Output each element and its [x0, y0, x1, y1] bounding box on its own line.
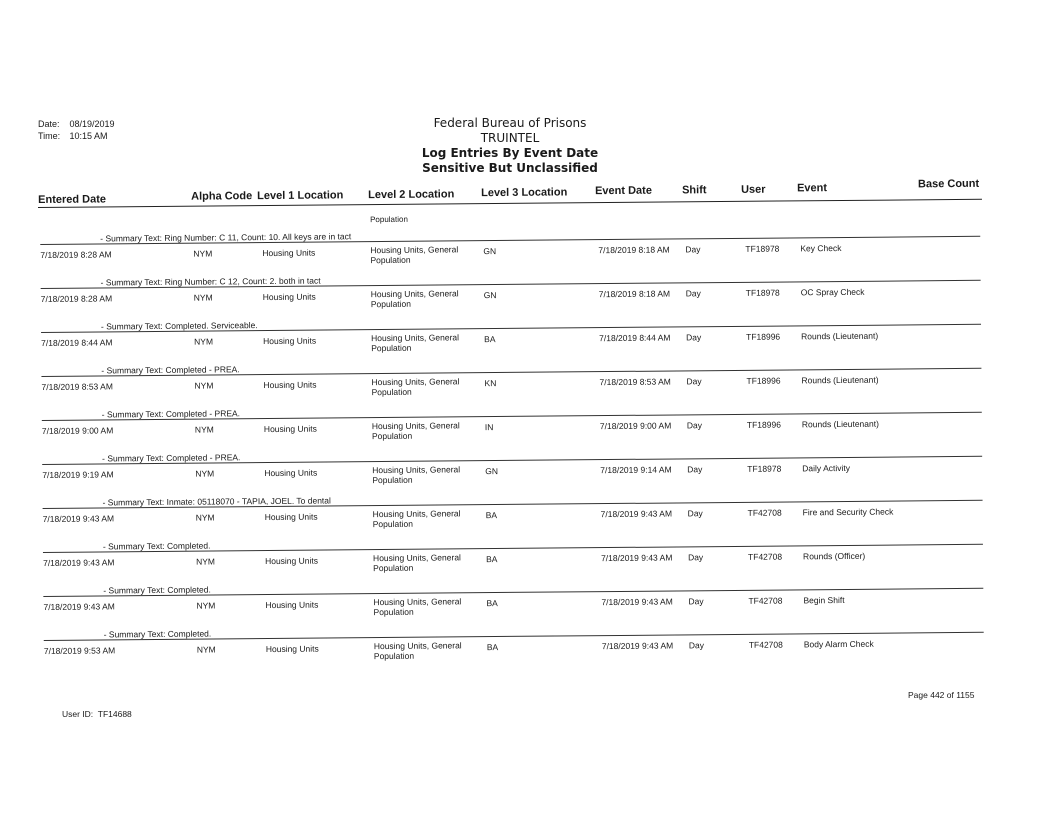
cell-level1: Housing Units: [262, 291, 316, 303]
cell-level2: Housing Units, General Population: [372, 552, 461, 574]
cell-user: TF42708: [748, 595, 783, 606]
col-base-count: Base Count: [917, 177, 980, 191]
cell-level3: GN: [485, 466, 499, 477]
col-level2: Level 2 Location: [368, 188, 455, 202]
cell-entered-date: 7/18/2019 9:43 AM: [42, 513, 115, 524]
cell-event: Daily Activity: [802, 462, 851, 474]
col-shift: Shift: [682, 184, 707, 197]
cell-entered-date: 7/18/2019 8:28 AM: [40, 249, 112, 260]
cell-alpha-code: NYM: [196, 644, 216, 655]
title-classification: Sensitive But Unclassified: [422, 161, 598, 175]
cell-shift: Day: [688, 640, 704, 651]
cell-event: Body Alarm Check: [803, 638, 874, 650]
cell-level3: KN: [484, 378, 497, 389]
cell-user: TF42708: [747, 507, 782, 518]
cell-entered-date: 7/18/2019 8:28 AM: [40, 293, 113, 304]
cell-level1: Housing Units: [264, 467, 318, 479]
cell-level2: Housing Units, General Population: [371, 332, 460, 354]
cell-level1: Housing Units: [263, 335, 317, 347]
cell-shift: Day: [685, 244, 701, 255]
cell-level1: Housing Units: [265, 599, 319, 611]
cell-event: Key Check: [800, 243, 842, 254]
cell-alpha-code: NYM: [193, 248, 213, 259]
title-system: TRUINTEL: [480, 131, 540, 145]
report-title: [400, 116, 620, 176]
cell-shift: Day: [686, 420, 703, 431]
cell-shift: Day: [686, 376, 702, 387]
cell-level1: Housing Units: [265, 555, 319, 567]
cell-user: TF18978: [745, 243, 780, 254]
cell-level1: Housing Units: [263, 423, 317, 435]
cell-level2: Housing Units, General Population: [372, 508, 461, 530]
cell-level3: BA: [486, 554, 498, 565]
summary-text: - Summary Text: Completed - PREA.: [102, 452, 241, 464]
cell-user: TF18978: [745, 287, 780, 298]
date-value: 08/19/2019: [69, 119, 115, 129]
cell-shift: Day: [685, 288, 701, 299]
cell-level1: Housing Units: [264, 511, 318, 523]
cell-event-date: 7/18/2019 8:18 AM: [598, 288, 671, 300]
summary-text: - Summary Text: Completed.: [103, 628, 212, 640]
date-label: Date:: [38, 119, 60, 129]
cell-level2: Housing Units, General Population: [372, 464, 461, 486]
summary-text: - Summary Text: Completed - PREA.: [101, 408, 241, 420]
cell-level2: Housing Units, General Population: [373, 596, 462, 618]
cell-event-date: 7/18/2019 9:43 AM: [601, 596, 673, 608]
cell-level3: BA: [484, 334, 496, 345]
user-id-value: TF14688: [97, 709, 132, 719]
cell-event: Begin Shift: [803, 594, 845, 606]
col-event-date: Event Date: [595, 184, 652, 198]
page-number: Page 442 of 1155: [908, 690, 975, 700]
cell-event: Rounds (Lieutenant): [801, 374, 879, 386]
cell-event: Rounds (Lieutenant): [801, 330, 879, 342]
cell-level2: Housing Units, General Population: [370, 288, 459, 310]
cell-event: Rounds (Lieutenant): [801, 418, 879, 430]
summary-text: - Summary Text: Completed - PREA.: [101, 364, 240, 376]
cell-event-date: 7/18/2019 9:43 AM: [601, 640, 674, 652]
summary-text: - Summary Text: Inmate: 05118070 - TAPIA, JOEL. To dental: [102, 495, 331, 508]
col-level3: Level 3 Location: [481, 186, 568, 200]
cell-event-date: 7/18/2019 8:44 AM: [599, 332, 671, 344]
time-value: 10:15 AM: [69, 131, 108, 141]
carryover-population: Population: [370, 214, 408, 225]
summary-text: - Summary Text: Completed. Serviceable.: [100, 320, 258, 332]
title-report-name: Log Entries By Event Date: [421, 146, 599, 160]
col-entered-date: Entered Date: [38, 193, 107, 206]
cell-user: TF42708: [748, 639, 783, 650]
col-level1: Level 1 Location: [257, 189, 344, 203]
cell-user: TF18978: [747, 463, 782, 474]
cell-shift: Day: [687, 464, 703, 475]
cell-shift: Day: [688, 596, 704, 607]
cell-level3: BA: [486, 598, 498, 609]
cell-level2: Housing Units, General Population: [373, 640, 462, 662]
cell-level1: Housing Units: [263, 379, 317, 391]
cell-event-date: 7/18/2019 9:14 AM: [600, 464, 672, 476]
user-id-label: User ID:: [62, 709, 94, 719]
cell-level3: BA: [485, 510, 498, 521]
table-row: [44, 622, 984, 674]
cell-event-date: 7/18/2019 8:53 AM: [599, 376, 671, 388]
summary-text: - Summary Text: Ring Number: C 12, Count: 2. both in tact: [100, 275, 321, 288]
report-time: [38, 130, 108, 142]
cell-shift: Day: [687, 508, 703, 519]
cell-level3: GN: [483, 290, 497, 301]
cell-level3: GN: [483, 246, 497, 257]
cell-event-date: 7/18/2019 9:00 AM: [599, 420, 672, 432]
cell-entered-date: 7/18/2019 8:44 AM: [41, 337, 113, 348]
cell-level1: Housing Units: [265, 643, 319, 655]
col-event: Event: [796, 182, 828, 195]
cell-user: TF18996: [746, 331, 781, 342]
footer-user-id: [62, 709, 132, 719]
time-label: Time:: [38, 131, 61, 141]
cell-event: OC Spray Check: [800, 286, 865, 298]
cell-shift: Day: [686, 332, 702, 343]
cell-user: TF42708: [747, 551, 783, 562]
cell-level2: Housing Units, General Population: [370, 244, 459, 266]
summary-text: - Summary Text: Completed.: [102, 540, 211, 552]
cell-event: Fire and Security Check: [802, 506, 894, 518]
cell-event-date: 7/18/2019 9:43 AM: [600, 552, 673, 564]
cell-entered-date: 7/18/2019 9:43 AM: [43, 601, 115, 612]
cell-alpha-code: NYM: [194, 380, 214, 391]
cell-entered-date: 7/18/2019 8:53 AM: [41, 381, 113, 392]
cell-level2: Housing Units, General Population: [371, 420, 460, 442]
cell-entered-date: 7/18/2019 9:19 AM: [42, 469, 114, 480]
report-date: [38, 118, 115, 130]
summary-text: - Summary Text: Completed.: [103, 584, 211, 596]
cell-event: Rounds (Officer): [802, 550, 866, 562]
cell-level3: BA: [486, 642, 499, 653]
cell-entered-date: 7/18/2019 9:43 AM: [43, 557, 115, 568]
col-alpha-code: Alpha Code: [191, 190, 253, 203]
cell-user: TF18996: [746, 375, 781, 386]
title-agency: Federal Bureau of Prisons: [433, 116, 587, 130]
col-user: User: [741, 183, 766, 196]
cell-event-date: 7/18/2019 9:43 AM: [600, 508, 673, 520]
cell-alpha-code: NYM: [195, 512, 215, 523]
cell-alpha-code: NYM: [196, 556, 215, 567]
cell-level3: IN: [484, 422, 494, 433]
summary-text: - Summary Text: Ring Number: C 11, Count: 10. All keys are in tact: [100, 231, 352, 244]
cell-entered-date: 7/18/2019 9:53 AM: [43, 645, 116, 656]
cell-shift: Day: [687, 552, 704, 563]
cell-alpha-code: NYM: [193, 292, 213, 303]
cell-alpha-code: NYM: [194, 424, 214, 435]
cell-alpha-code: NYM: [194, 336, 214, 347]
cell-alpha-code: NYM: [196, 600, 216, 611]
cell-event-date: 7/18/2019 8:18 AM: [598, 244, 670, 256]
cell-alpha-code: NYM: [195, 468, 215, 479]
cell-entered-date: 7/18/2019 9:00 AM: [41, 425, 114, 436]
cell-level2: Housing Units, General Population: [371, 376, 460, 398]
cell-level1: Housing Units: [262, 247, 316, 259]
cell-user: TF18996: [746, 419, 781, 430]
